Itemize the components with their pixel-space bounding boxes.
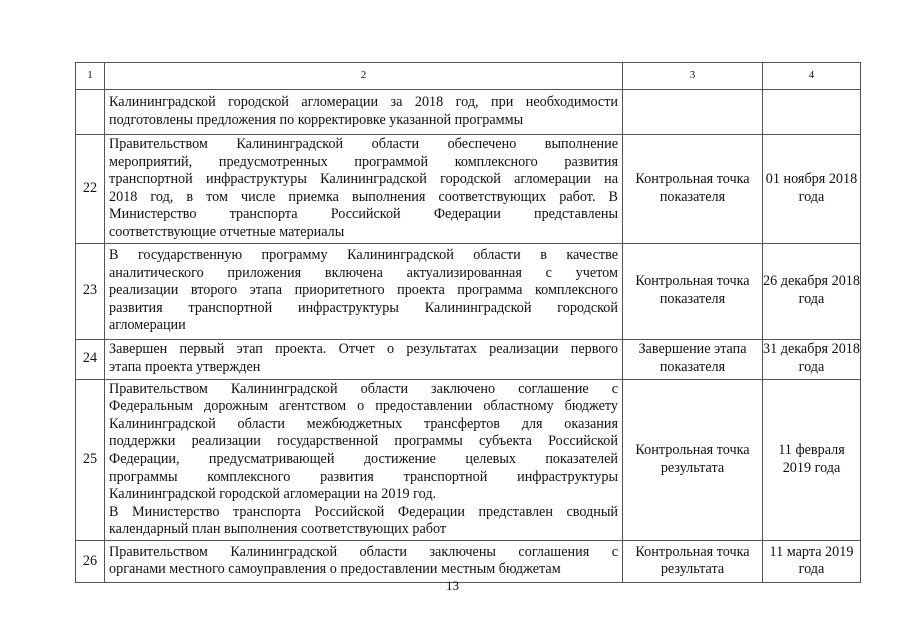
row-date: 11 февраля 2019 года: [763, 379, 861, 540]
description-line: программы комплексного развития транспортной инфраструктуры: [109, 468, 618, 485]
description-line: транспортной инфраструктуры Калининградской городской агломерации на: [109, 171, 618, 188]
description-line: этапа проекта утвержден: [109, 359, 261, 376]
header-col-1: 1: [76, 63, 105, 90]
description-line: развития транспортной инфраструктуры Калининградской городской: [109, 299, 618, 316]
row-description: [105, 90, 623, 135]
description-line: поддержки реализации государственной программы субъекта Российской: [109, 433, 618, 450]
table-header-row: [76, 63, 861, 90]
description-line: реализации второго этапа приоритетного проекта программа комплексного: [109, 282, 618, 299]
table-row: [76, 339, 861, 379]
description-line: Федеральным дорожным агентством о предоставлении областному бюджету: [109, 398, 618, 415]
row-event-type: [623, 90, 763, 135]
header-col-4: 4: [763, 63, 861, 90]
description-line: Калининградской городской агломерации на 2019 год.: [109, 486, 437, 503]
header-col-3: 3: [623, 63, 763, 90]
header-col-2: 2: [105, 63, 623, 90]
description-line: соответствующие отчетные материалы: [109, 223, 345, 240]
row-description: [105, 243, 623, 339]
description-line: Калининградской городской агломерации за 2018 год, при необходимости: [109, 94, 618, 111]
description-line: В государственную программу Калининградской области в качестве: [109, 247, 618, 264]
description-line: агломерации: [109, 317, 186, 334]
description-line: подготовлены предложения по корректировке указанной программы: [109, 112, 524, 128]
description-line: органами местного самоуправления о предоставлении местным бюджетам: [109, 561, 561, 578]
row-number: 22: [76, 135, 105, 244]
row-description: [105, 540, 623, 582]
description-line: В Министерство транспорта Российской Федерации представлен сводный: [109, 503, 618, 520]
table-row: [76, 243, 861, 339]
description-line: Федерации, предусматривающей достижение целевых показателей: [109, 450, 618, 467]
description-line: Правительством Калининградской области заключено соглашение с: [109, 380, 618, 397]
description-line: Завершен первый этап проекта. Отчет о результатах реализации первого: [109, 341, 618, 358]
row-description: [105, 379, 623, 540]
description-line: Правительством Калининградской области заключены соглашения с: [109, 543, 618, 560]
row-date: 31 декабря 2018 года: [763, 339, 861, 379]
row-event-type: Контрольная точка показателя: [623, 135, 763, 244]
row-description: [105, 339, 623, 379]
row-event-type: Завершение этапа показателя: [623, 339, 763, 379]
row-event-type: Контрольная точка показателя: [623, 243, 763, 339]
row-number: 26: [76, 540, 105, 582]
row-date: 01 ноября 2018 года: [763, 135, 861, 244]
table-row: [76, 90, 861, 135]
page-number: 13: [446, 578, 459, 593]
row-date: 11 марта 2019 года: [763, 540, 861, 582]
document-table: [75, 62, 861, 583]
row-description: [105, 135, 623, 244]
row-number: 24: [76, 339, 105, 379]
table-row: [76, 540, 861, 582]
table-row: [76, 135, 861, 244]
description-line: Министерство транспорта Российской Федерации представлены: [109, 206, 618, 223]
description-line: календарный план выполнения соответствующих работ: [109, 521, 447, 538]
row-event-type: Контрольная точка результата: [623, 379, 763, 540]
row-number: 25: [76, 379, 105, 540]
table-row: [76, 379, 861, 540]
row-number: 23: [76, 243, 105, 339]
description-line: аналитического приложения включена актуализированная с учетом: [109, 264, 618, 281]
row-date: 26 декабря 2018 года: [763, 243, 861, 339]
row-number: [76, 90, 105, 135]
description-line: мероприятий, предусмотренных программой комплексного развития: [109, 153, 618, 170]
description-line: 2018 год, в том числе приемка выполнения соответствующих работ. В: [109, 188, 618, 205]
description-line: Правительством Калининградской области обеспечено выполнение: [109, 136, 618, 152]
row-event-type: Контрольная точка результата: [623, 540, 763, 582]
row-date: [763, 90, 861, 135]
description-line: Калининградской области межбюджетных трансфертов для оказания: [109, 415, 618, 432]
